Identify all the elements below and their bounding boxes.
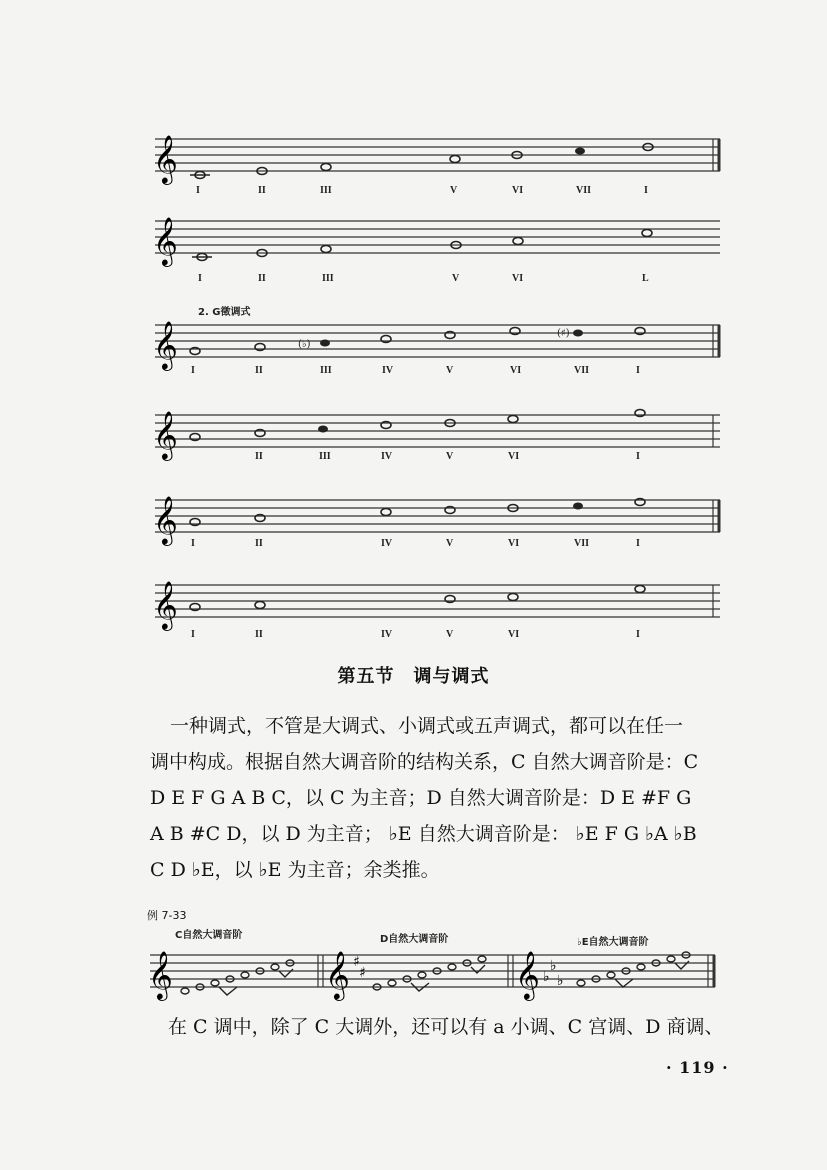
flat-icon: ♭ bbox=[550, 958, 557, 974]
degree-label: VI bbox=[508, 451, 520, 462]
degree-label: I bbox=[191, 629, 195, 640]
treble-clef-icon: 𝄞 bbox=[153, 320, 178, 369]
degree-label: VI bbox=[512, 185, 524, 196]
staff-3-svg bbox=[150, 303, 725, 378]
staff-4-svg bbox=[150, 403, 725, 468]
example-part-label: ♭E自然大调音阶 bbox=[577, 937, 649, 948]
example-staff bbox=[145, 925, 720, 1000]
treble-clef-icon: 𝄞 bbox=[153, 216, 178, 265]
degree-label: III bbox=[320, 365, 332, 376]
degree-label: VI bbox=[508, 538, 520, 549]
sharp-icon: ♯ bbox=[359, 965, 366, 981]
treble-clef-icon: 𝄞 bbox=[515, 950, 540, 999]
degree-label: V bbox=[446, 629, 454, 640]
degree-label: IV bbox=[381, 451, 393, 462]
degree-label: V bbox=[446, 451, 454, 462]
degree-label: I bbox=[636, 365, 640, 376]
treble-clef-icon: 𝄞 bbox=[153, 134, 178, 183]
degree-label: VI bbox=[508, 629, 520, 640]
degree-label: III bbox=[320, 185, 332, 196]
paragraph-line: D E F G A B C，以 C 为主音；D 自然大调音阶是：D E #F G bbox=[150, 787, 692, 809]
paragraph-line: 在 C 调中，除了 C 大调外，还可以有 a 小调、C 宫调、D 商调、 bbox=[168, 1016, 724, 1038]
svg-text:(♯): (♯) bbox=[557, 328, 570, 339]
paragraph-line: 调中构成。根据自然大调音阶的结构关系，C 自然大调音阶是：C bbox=[150, 751, 699, 773]
staff-5-svg bbox=[150, 490, 725, 555]
degree-label: VI bbox=[510, 365, 522, 376]
svg-text:(♭): (♭) bbox=[298, 339, 311, 350]
staff-3 bbox=[150, 303, 725, 378]
example-part-label: D自然大调音阶 bbox=[380, 934, 449, 945]
page-number: · 119 · bbox=[666, 1058, 729, 1077]
sharp-icon: ♯ bbox=[353, 954, 360, 970]
degree-label: V bbox=[446, 365, 454, 376]
paragraph-line: 一种调式，不管是大调式、小调式或五声调式，都可以在任一 bbox=[170, 715, 684, 737]
degree-label: I bbox=[196, 185, 200, 196]
degree-label: VII bbox=[574, 538, 590, 549]
paragraph-line: A B #C D，以 D 为主音； ♭E 自然大调音阶是： ♭E F G ♭A ♭B bbox=[150, 823, 697, 845]
staff-5 bbox=[150, 490, 725, 555]
degree-label: III bbox=[319, 451, 331, 462]
degree-label: L bbox=[642, 273, 649, 284]
treble-clef-icon: 𝄞 bbox=[153, 495, 178, 544]
section-title: 第五节 调与调式 bbox=[337, 666, 490, 687]
degree-label: III bbox=[322, 273, 334, 284]
staff-6-svg bbox=[150, 575, 725, 645]
degree-label: VII bbox=[574, 365, 590, 376]
paragraph-line: C D ♭E，以 ♭E 为主音；余类推。 bbox=[150, 859, 440, 881]
staff-4 bbox=[150, 403, 725, 468]
example-part-label: C自然大调音阶 bbox=[175, 930, 243, 941]
degree-label: I bbox=[636, 451, 640, 462]
degree-label: I bbox=[198, 273, 202, 284]
degree-label: V bbox=[446, 538, 454, 549]
staff-2 bbox=[150, 213, 725, 288]
degree-label: II bbox=[255, 538, 263, 549]
degree-label: II bbox=[255, 629, 263, 640]
degree-label: VII bbox=[576, 185, 592, 196]
degree-label: II bbox=[258, 273, 266, 284]
degree-label: V bbox=[450, 185, 458, 196]
degree-label: I bbox=[636, 538, 640, 549]
degree-label: IV bbox=[381, 629, 393, 640]
degree-label: IV bbox=[381, 538, 393, 549]
treble-clef-icon: 𝄞 bbox=[148, 950, 173, 999]
paragraph bbox=[150, 708, 730, 888]
staff-1-svg bbox=[150, 133, 725, 198]
staff-3-label: 2. G徵调式 bbox=[198, 307, 251, 318]
degree-label: II bbox=[255, 451, 263, 462]
treble-clef-icon: 𝄞 bbox=[153, 580, 178, 629]
example-staff-svg bbox=[145, 925, 720, 1000]
treble-clef-icon: 𝄞 bbox=[325, 950, 350, 999]
example-label: 例 7-33 bbox=[147, 909, 187, 922]
degree-label: II bbox=[258, 185, 266, 196]
degree-label: I bbox=[191, 365, 195, 376]
degree-label: VI bbox=[512, 273, 524, 284]
staff-2-svg bbox=[150, 213, 725, 288]
degree-label: IV bbox=[382, 365, 394, 376]
degree-label: I bbox=[191, 538, 195, 549]
degree-label: I bbox=[636, 629, 640, 640]
degree-label: I bbox=[644, 185, 648, 196]
flat-icon: ♭ bbox=[557, 973, 564, 989]
degree-label: V bbox=[452, 273, 460, 284]
treble-clef-icon: 𝄞 bbox=[153, 410, 178, 459]
staff-6 bbox=[150, 575, 725, 645]
staff-1 bbox=[150, 133, 725, 198]
flat-icon: ♭ bbox=[543, 969, 550, 985]
degree-label: II bbox=[255, 365, 263, 376]
